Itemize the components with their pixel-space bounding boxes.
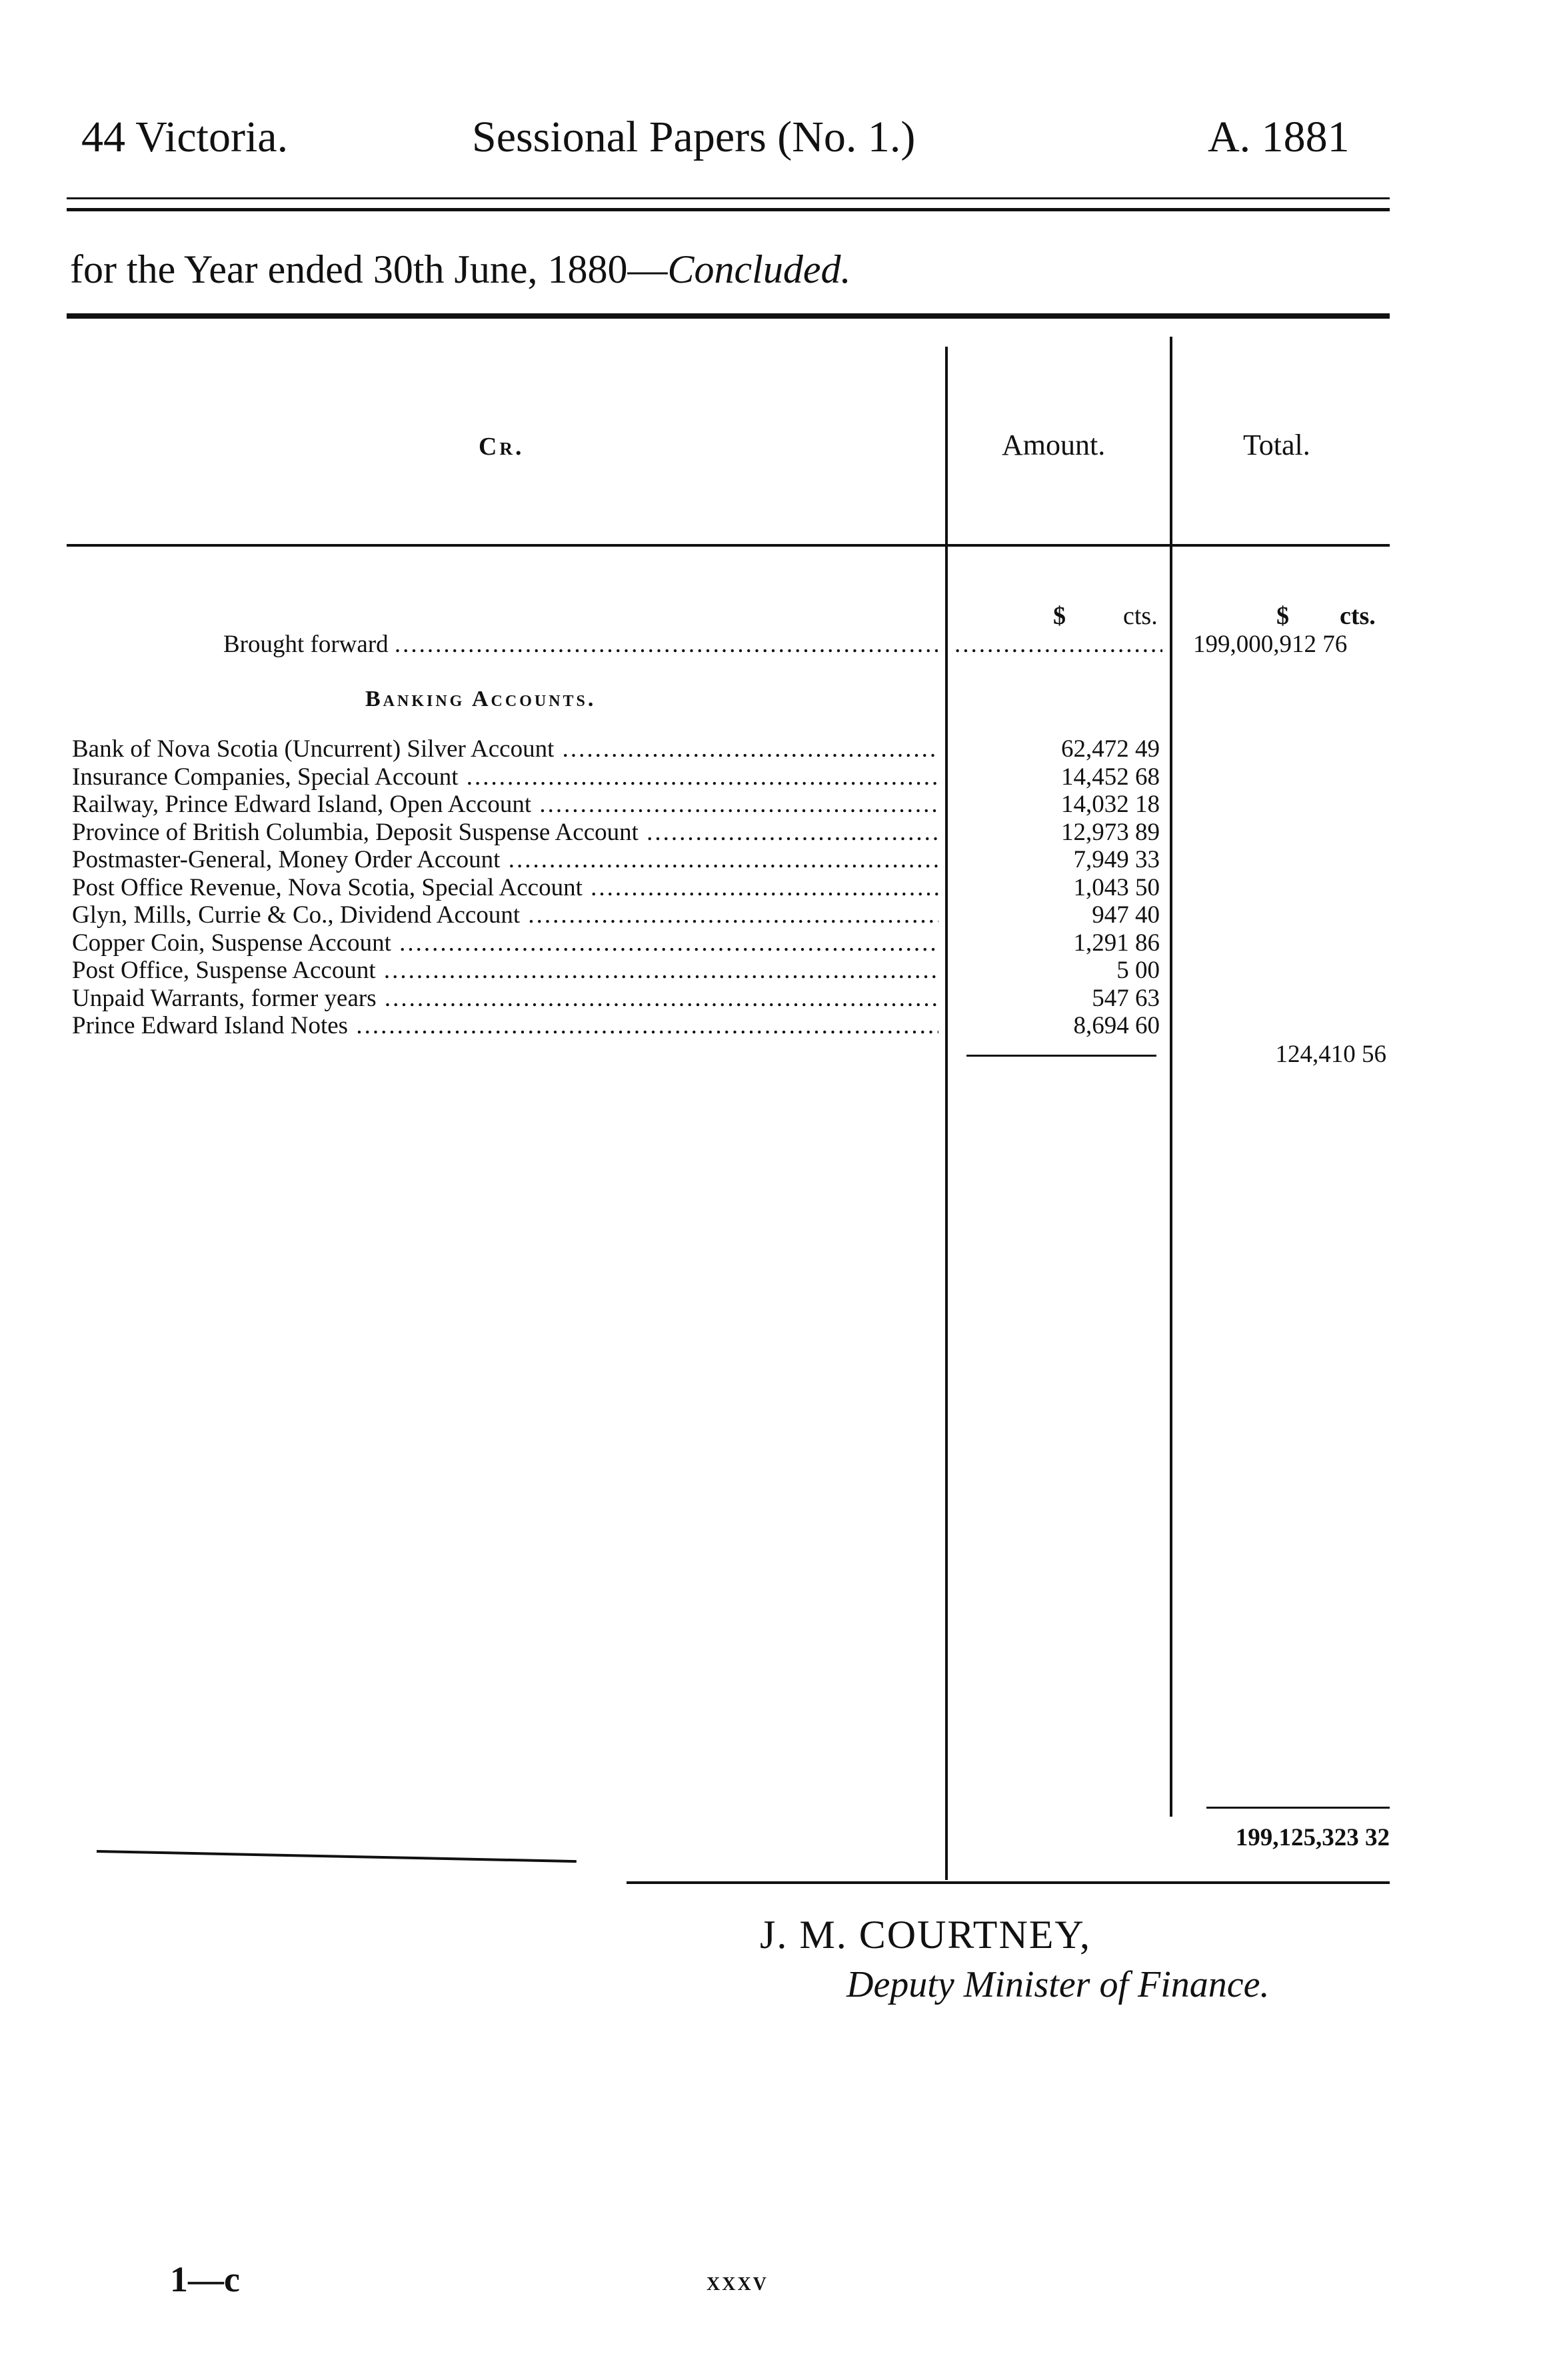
account-row-label-text: Copper Coin, Suspense Account — [72, 929, 391, 957]
footer-signature-mark: 1—c — [170, 2259, 240, 2299]
account-row-amount: 1,043 50 — [1073, 874, 1160, 901]
banking-total: 124,410 56 — [1275, 1041, 1386, 1068]
account-row-label — [72, 845, 938, 874]
header-rule-bottom — [67, 208, 1390, 211]
account-row-amount: 14,032 18 — [1061, 791, 1160, 818]
account-row-label-text: Post Office Revenue, Nova Scotia, Special Account — [72, 874, 583, 901]
account-row-label-text: Prince Edward Island Notes — [72, 1012, 349, 1039]
grand-total-rule-lower — [627, 1881, 1390, 1884]
column-header-amount: Amount. — [1002, 429, 1106, 461]
account-row-amount: 7,949 33 — [1073, 846, 1160, 873]
brought-forward-row — [223, 630, 940, 659]
grand-total: 199,125,323 32 — [1235, 1824, 1390, 1851]
account-row-amount: 14,452 68 — [1061, 763, 1160, 791]
account-row-label — [72, 735, 938, 763]
account-row-label-text: Insurance Companies, Special Account — [72, 763, 459, 791]
subtitle-italic: Concluded. — [667, 247, 851, 291]
account-row-label — [72, 956, 938, 985]
brought-forward-amount-leader — [954, 630, 1162, 659]
signature-name: J. M. COURTNEY, — [760, 1913, 1092, 1957]
brought-forward-total: 199,000,912 76 — [1193, 631, 1348, 658]
footer-page-number: xxxv — [707, 2266, 769, 2296]
account-row-amount: 947 40 — [1092, 901, 1160, 929]
account-row-amount: 1,291 86 — [1073, 929, 1160, 957]
account-row-label — [72, 763, 938, 791]
page-subtitle — [70, 247, 850, 293]
account-row-amount: 62,472 49 — [1061, 735, 1160, 763]
total-dollar-sign: $ — [1276, 602, 1289, 630]
grand-total-rule-upper — [1206, 1807, 1390, 1809]
account-row-label-text: Post Office, Suspense Account — [72, 957, 376, 984]
account-row-amount: 547 63 — [1092, 985, 1160, 1012]
bottom-left-rule — [97, 1850, 577, 1863]
header-center: Sessional Papers (No. 1.) — [472, 113, 916, 161]
amount-dollar-sign: $ — [1053, 602, 1066, 630]
account-row-label — [72, 818, 938, 847]
account-row-label — [72, 1011, 938, 1040]
amount-subtotal-rule — [966, 1055, 1156, 1057]
account-row-amount: 5 00 — [1116, 957, 1160, 984]
section-heading: Banking Accounts. — [365, 687, 597, 711]
account-row-label-text: Postmaster-General, Money Order Account — [72, 846, 501, 873]
account-row-label-text: Unpaid Warrants, former years — [72, 985, 377, 1012]
subtitle-main: for the Year ended 30th June, 1880— — [70, 247, 668, 291]
subtitle-rule — [67, 313, 1390, 319]
signature-title: Deputy Minister of Finance. — [846, 1964, 1270, 2005]
account-row-amount: 8,694 60 — [1073, 1012, 1160, 1039]
amount-cents-label: cts. — [1123, 602, 1158, 630]
account-row-label — [72, 901, 938, 929]
column-header-cr: Cr. — [479, 433, 525, 461]
header-left: 44 Victoria. — [81, 113, 289, 161]
account-row-label — [72, 790, 938, 819]
column-header-total: Total. — [1243, 429, 1310, 461]
amount-column-left-rule — [945, 347, 948, 1880]
amount-column-right-rule — [1170, 337, 1172, 1817]
account-row-label — [72, 929, 938, 957]
account-row-amount: 12,973 89 — [1061, 819, 1160, 846]
account-row-label-text: Province of British Columbia, Deposit Suspense Account — [72, 819, 639, 846]
brought-forward-label: Brought forward — [223, 631, 389, 658]
account-row-label-text: Glyn, Mills, Currie & Co., Dividend Account — [72, 901, 521, 929]
header-right: A. 1881 — [1208, 113, 1350, 161]
column-header-rule — [67, 544, 1390, 547]
account-row-label — [72, 984, 938, 1013]
header-rule-top — [67, 197, 1390, 199]
account-row-label — [72, 873, 938, 902]
total-cents-label: cts. — [1340, 602, 1376, 630]
account-row-label-text: Railway, Prince Edward Island, Open Account — [72, 791, 532, 818]
account-row-label-text: Bank of Nova Scotia (Uncurrent) Silver Account — [72, 735, 555, 763]
